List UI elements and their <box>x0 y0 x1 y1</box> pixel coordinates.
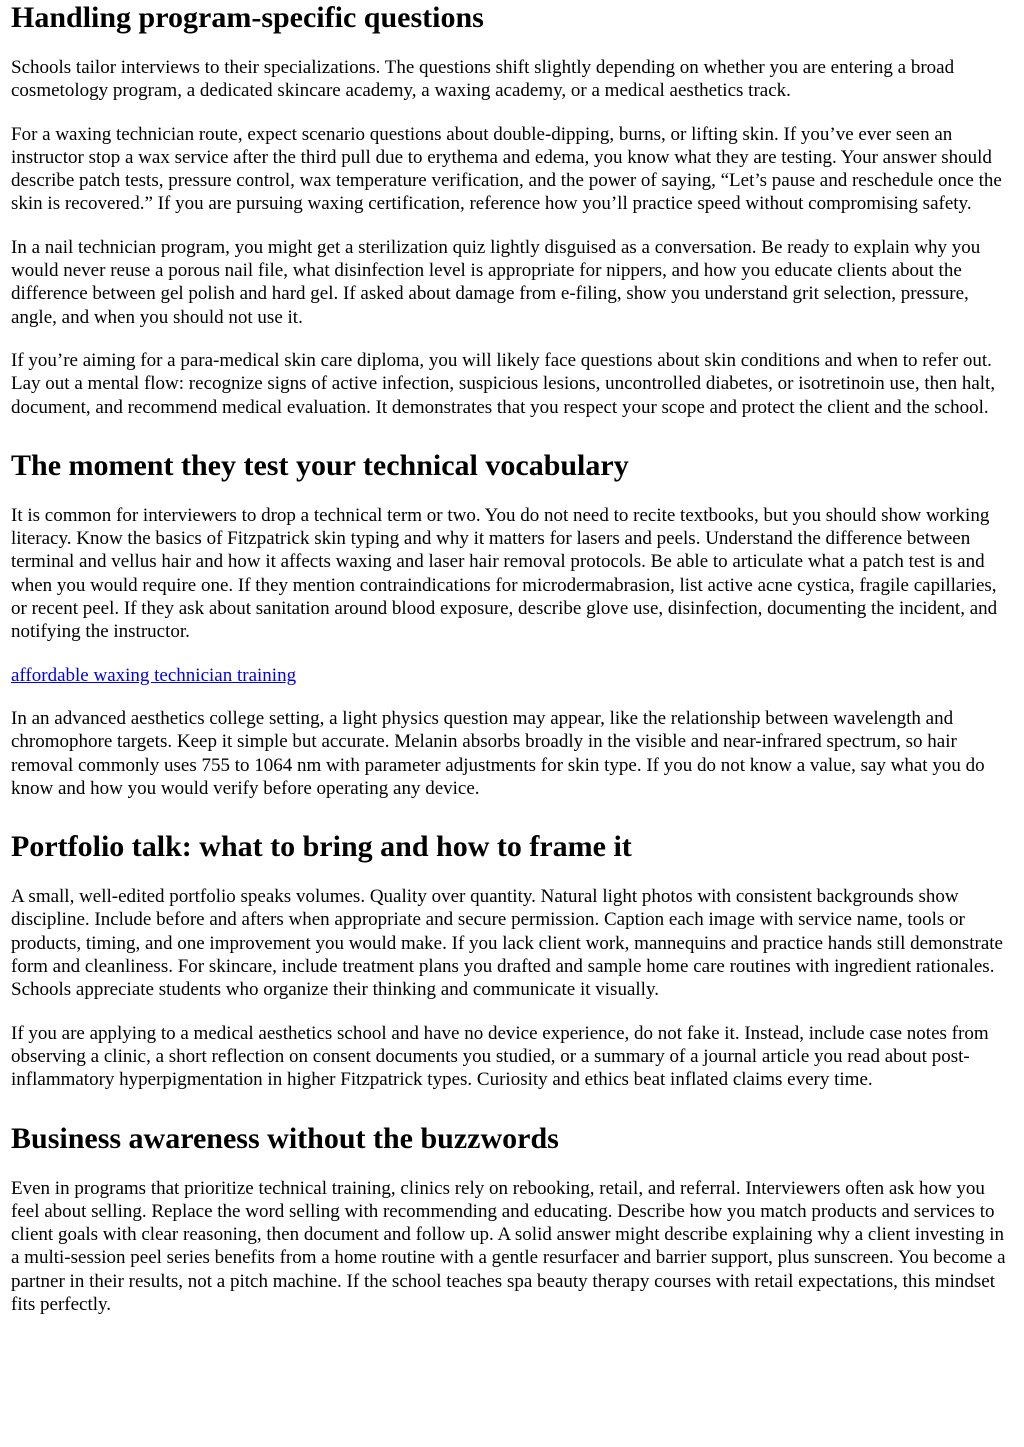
heading-program-specific-questions: Handling program-specific questions <box>11 1 484 34</box>
paragraph: It is common for interviewers to drop a technical term or two. You do not need to recite textbooks, but you should show working literacy. Know the basics of Fitzpatrick skin typing and why it matters for lasers and peels. Understand the difference between terminal and vellus hair and how it affects waxing and laser hair removal protocols. Be able to articulate what a patch test is and when you would require one. If they mention contraindications for microdermabrasion, list active acne cystica, fragile capillaries, or recent peel. If they ask about sanitation around blood exposure, describe glove use, disinfection, documenting the incident, and notifying the instructor. <box>11 504 998 643</box>
heading-portfolio-talk: Portfolio talk: what to bring and how to frame it <box>11 830 632 864</box>
paragraph: Schools tailor interviews to their specializations. The questions shift slightly depending on whether you are entering a broad cosmetology program, a dedicated skincare academy, a waxing academy, or a medical aesthetics track. <box>11 57 955 102</box>
paragraph: In a nail technician program, you might get a sterilization quiz lightly disguised as a conversation. Be ready to explain why you would never reuse a porous nail file, what disinfection level is appropriate for nippers, and how you educate clients about the difference between gel polish and hard gel. If asked about damage from e-filing, show you understand grit selection, pressure, angle, and when you should not use it. <box>11 236 981 328</box>
heading-business-awareness: Business awareness without the buzzwords <box>11 1121 559 1155</box>
paragraph: If you’re aiming for a para-medical skin care diploma, you will likely face questions about skin conditions and when to refer out. Lay out a mental flow: recognize signs of active infection, suspicious lesions, uncontrolled diabetes, or isotretinoin use, then halt, document, and recommend medical evaluation. It demonstrates that you respect your scope and protect the client and the school. <box>11 349 996 418</box>
paragraph: A small, well-edited portfolio speaks volumes. Quality over quantity. Natural light photos with consistent backgrounds show discipline. Include before and afters when appropriate and secure permission. Caption each image with service name, tools or products, timing, and one improvement you would make. If you lack client work, mannequins and practice hands still demonstrate form and cleanliness. For skincare, include treatment plans you drafted and sample home care routines with ingredient rationales. Schools appreciate students who organize their thinking and communicate it visually. <box>11 886 1003 1001</box>
paragraph: Even in programs that prioritize technical training, clinics rely on rebooking, retail, and referral. Interviewers often ask how you feel about selling. Replace the word selling with recommending and educating. Describe how you match products and services to client goals with clear reasoning, then document and follow up. A solid answer might describe explaining why a client investing in a multi-session peel series benefits from a home routine with a gentle resurfacer and barrier support, plus sunscreen. You become a partner in their results, not a pitch machine. If the school teaches spa beauty therapy courses with retail expectations, this mindset fits perfectly. <box>11 1177 1006 1315</box>
paragraph: If you are applying to a medical aesthetics school and have no device experience, do not fake it. Instead, include case notes from observing a clinic, a short reflection on consent documents you studied, or a summary of a journal article you read about post-inflammatory hyperpigmentation in higher Fitzpatrick types. Curiosity and ethics beat inflated claims every time. <box>11 1022 989 1091</box>
article <box>0 1 1024 1316</box>
paragraph: For a waxing technician route, expect scenario questions about double-dipping, burns, or lifting skin. If you’ve ever seen an instructor stop a wax service after the third pull due to erythema and edema, you know what they are testing. Your answer should describe patch tests, pressure control, wax temperature verification, and the power of saying, “Let’s pause and reschedule once the skin is recovered.” If you are pursuing waxing certification, reference how you’ll practice speed without compromising safety. <box>11 123 1002 215</box>
link-paragraph <box>11 664 1014 687</box>
paragraph: In an advanced aesthetics college setting, a light physics question may appear, like the relationship between wavelength and chromophore targets. Keep it simple but accurate. Melanin absorbs broadly in the visible and near-infrared spectrum, so hair removal commonly uses 755 to 1064 nm with parameter adjustments for skin type. If you do not know a value, say what you do know and how you would verify before operating any device. <box>11 707 985 799</box>
affordable-waxing-training-link[interactable]: affordable waxing technician training <box>11 664 297 686</box>
heading-technical-vocabulary: The moment they test your technical vocabulary <box>11 448 629 482</box>
